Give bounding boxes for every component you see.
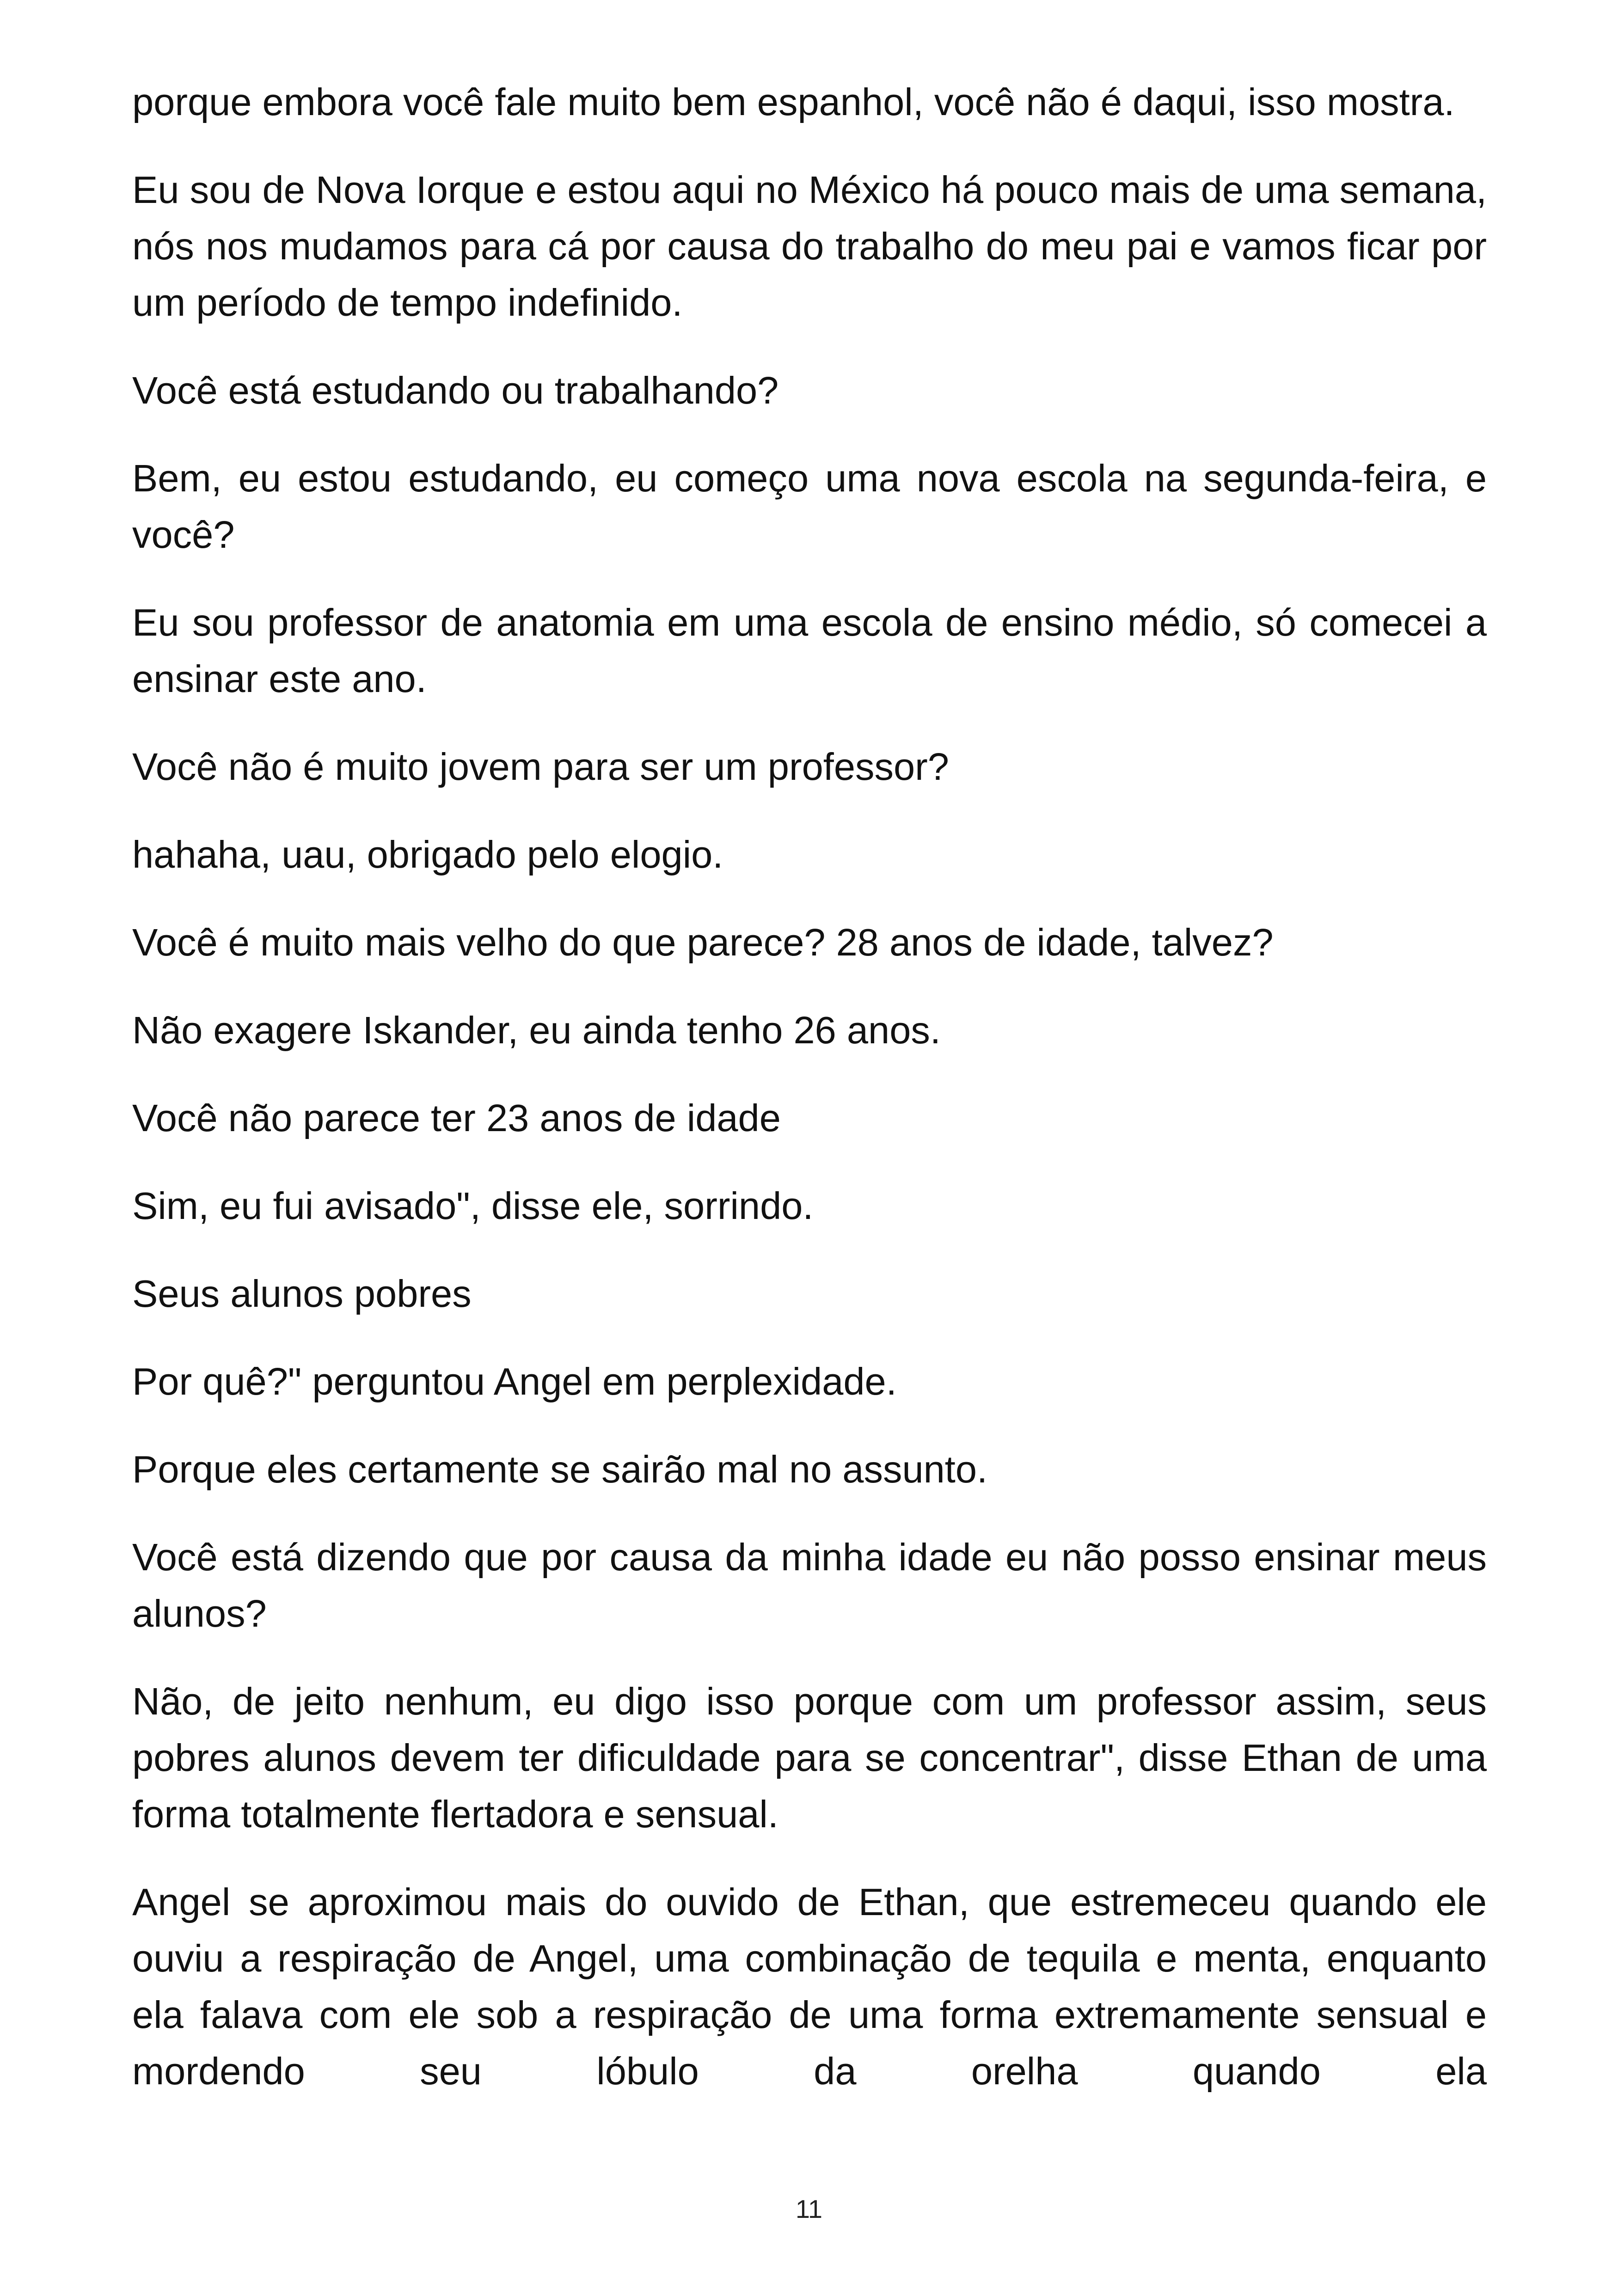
paragraph-8: Você é muito mais velho do que parece? 28 anos de idade, talvez? [132, 921, 1274, 964]
paragraph-5: Eu sou professor de anatomia em uma escola de ensino médio, só comecei a ensinar este ano. [132, 601, 1487, 700]
paragraph-2: Eu sou de Nova Iorque e estou aqui no México há pouco mais de uma semana, nós nos mudamos para cá por causa do trabalho do meu pai e vamos ficar por um período de tempo indefinido. [132, 168, 1487, 324]
body-text [132, 74, 1487, 2100]
page-number: 11 [795, 2194, 823, 2223]
paragraph-14: Porque eles certamente se sairão mal no assunto. [132, 1448, 988, 1491]
paragraph-1: porque embora você fale muito bem espanhol, você não é daqui, isso mostra. [132, 80, 1455, 123]
paragraph-16: Não, de jeito nenhum, eu digo isso porque com um professor assim, seus pobres alunos devem ter dificuldade para se concentrar", disse Ethan de uma forma totalmente flertadora e sensual. [132, 1680, 1487, 1836]
paragraph-3: Você está estudando ou trabalhando? [132, 369, 779, 412]
paragraph-4: Bem, eu estou estudando, eu começo uma nova escola na segunda-feira, e você? [132, 457, 1487, 556]
paragraph-10: Você não parece ter 23 anos de idade [132, 1096, 781, 1139]
paragraph-15: Você está dizendo que por causa da minha idade eu não posso ensinar meus alunos? [132, 1536, 1487, 1635]
paragraph-11: Sim, eu fui avisado", disse ele, sorrindo. [132, 1184, 814, 1227]
paragraph-9: Não exagere Iskander, eu ainda tenho 26 anos. [132, 1009, 941, 1052]
paragraph-17: Angel se aproximou mais do ouvido de Ethan, que estremeceu quando ele ouviu a respiração de Angel, uma combinação de tequila e menta, enquanto ela falava com ele sob a respiração de uma forma extremamente sensual e mordendo seu lóbulo da orelha quando ela [132, 1880, 1487, 2093]
paragraph-6: Você não é muito jovem para ser um professor? [132, 745, 949, 788]
paragraph-7: hahaha, uau, obrigado pelo elogio. [132, 833, 723, 876]
paragraph-12: Seus alunos pobres [132, 1272, 472, 1315]
paragraph-13: Por quê?" perguntou Angel em perplexidade. [132, 1360, 897, 1403]
